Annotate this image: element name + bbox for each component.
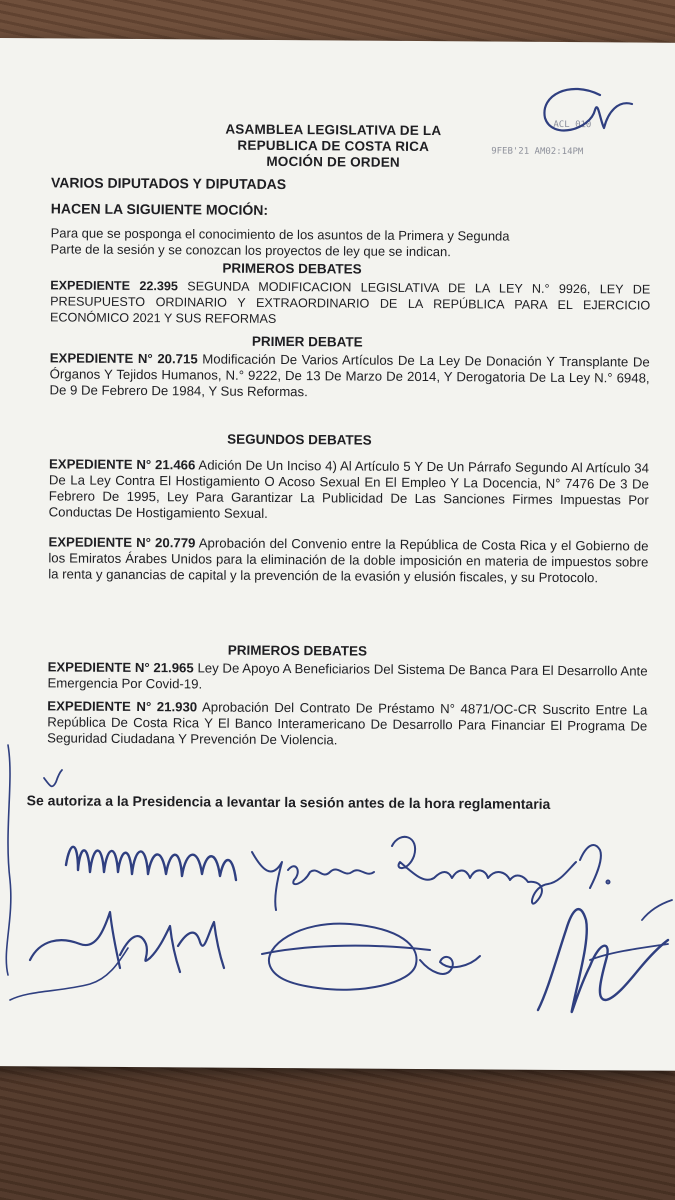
expediente-id: EXPEDIENTE N° 20.715 [49,350,198,367]
signature-left [30,912,224,972]
expediente-id: EXPEDIENTE N° 21.930 [47,698,198,715]
signature-dot [607,881,610,884]
check-mark [44,770,62,786]
header-line-3: MOCIÓN DE ORDEN [266,153,400,170]
section-segundos-debates: SEGUNDOS DEBATES [227,431,372,448]
signature-right [538,909,668,1012]
motion-intro: HACEN LA SIGUIENTE MOCIÓN: [50,200,269,218]
expediente-text: Ley De Apoyo A Beneficiarios Del Sistema De Banca Para El Desarrollo Ante Emergencia Por Covid-19. [47,660,648,692]
signature-loops [66,847,236,880]
header-line-2: REPUBLICA DE COSTA RICA [237,137,430,155]
signature-right-stroke [590,900,672,960]
section-primer-debate: PRIMER DEBATE [251,333,363,350]
authorization-line: Se autoriza a la Presidencia a levantar la sesión antes de la hora reglamentaria [26,792,551,812]
stamp-code: ACL 010 [553,119,592,131]
signature-strike [10,948,128,1000]
expediente-text: Adición De Un Inciso 4) Al Artículo 5 Y De Un Párrafo Segundo Al Artículo 34 De La Ley Contra El Hostigamiento O Acoso Sexual En El Empleo Y La Docencia, N° 7476 De 3 De Febrero De 1995, Ley Para Garantizar La Publicidad De Las Sanciones Firmes Impuestas Por Conductas De Hostigamiento Sexual. [48,457,650,521]
expediente-text: Aprobación Del Contrato De Préstamo N° 4871/OC-CR Suscrito Entre La República De Costa Rica Y El Banco Interamericano De Desarrollo Para Financiar El Programa De Seguridad Ciudadana Y Prevención De Violencia. [47,699,648,748]
expediente-id: EXPEDIENTE N° 21.965 [47,659,194,676]
section-primeros-debates-2: PRIMEROS DEBATES [227,642,368,659]
expediente-id: EXPEDIENTE 22.395 [50,278,179,294]
expediente-text: Modificación De Varios Artículos De La Ley De Donación Y Transplante De Órganos Y Tejidos Humanos, N.° 9222, De 13 De Marzo De 2014, Y Derogatoria De La Ley N.° 6948, De 9 De Febrero De 1984, Y Sus Reformas. [49,351,650,400]
signature-oval [262,924,430,990]
expediente-text: SEGUNDA MODIFICACION LEGISLATIVA DE LA LEY N.° 9926, LEY DE PRESUPUESTO ORDINARIO Y EXTRAORDINARIO DE LA REPÚBLICA PARA EL EJERCICIO ECONÓMICO 2021 Y SUS REFORMAS [50,279,651,326]
section-primeros-debates-1: PRIMEROS DEBATES [222,260,362,277]
expediente-id: EXPEDIENTE N° 20.779 [48,534,196,551]
signature-name [252,837,601,910]
expediente-text: Aprobación del Convenio entre la República de Costa Rica y el Gobierno de los Emiratos Árabes Unidos para la eliminación de la doble imposición en materia de impuestos sobre la renta y ganancias de capital y la prevención de la evasión y elusión fiscales, y su Protocolo. [48,535,649,586]
motion-paragraph: Para que se posponga el conocimiento de los asuntos de la Primera y Segunda Parte de la sesión y se conozcan los proyectos de ley que se indican. [50,225,510,260]
header-line-1: ASAMBLEA LEGISLATIVA DE LA [225,121,442,139]
initials-signature [544,89,632,130]
signature-tail [420,956,480,974]
signers-line: VARIOS DIPUTADOS Y DIPUTADAS [50,174,287,193]
received-stamp: 9FEB'21 AM02:14PM [491,146,584,158]
margin-mark [6,745,11,975]
expediente-id: EXPEDIENTE N° 21.466 [48,456,196,473]
